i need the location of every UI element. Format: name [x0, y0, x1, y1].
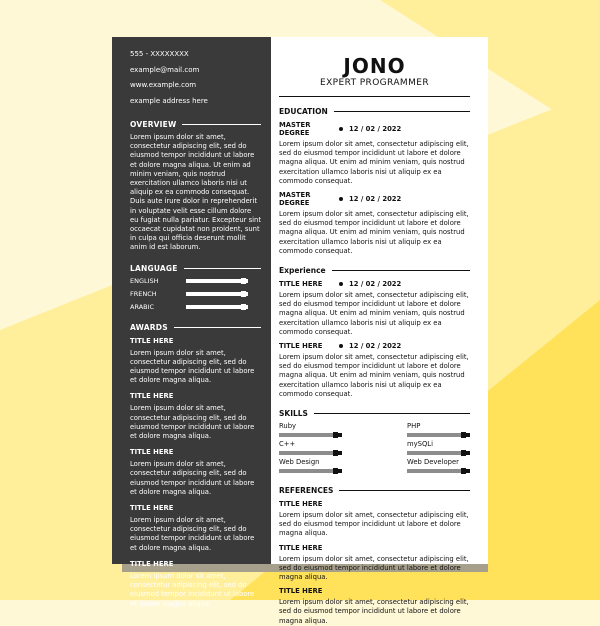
- reference-title: TITLE HERE: [279, 500, 323, 509]
- header-divider: [279, 96, 470, 97]
- divider: [332, 270, 470, 271]
- skills-right-column: [407, 422, 470, 476]
- skill-level-marker: [333, 468, 338, 474]
- skill-level-fill: [279, 433, 337, 437]
- skill-level-marker: [461, 432, 466, 438]
- education-entry-text: Lorem ipsum dolor sit amet, consectetur adipiscing elit, sed do eiusmod tempor incididunt ut labore et dolore magna aliqua. Ut enim ad minim veniam, quis nostrud exercitation ullamco laboris nisi ut aliquip ex ea commodo consequat.: [279, 140, 469, 185]
- contact-phone: 555 - XXXXXXXX: [130, 50, 189, 58]
- award-title: TITLE HERE: [130, 448, 174, 457]
- bullet-dot: [339, 282, 343, 286]
- award-text: Lorem ipsum dolor sit amet, consectetur adipiscing elit, sed do eiusmod tempor incididunt ut labore et dolore magna aliqua.: [130, 571, 255, 608]
- language-level-bar: [186, 279, 248, 283]
- contact-email: example@mail.com: [130, 65, 200, 74]
- language-section: [130, 264, 261, 312]
- skill-level-marker: [461, 450, 466, 456]
- skill-item: [279, 440, 342, 455]
- skill-label: Web Developer: [407, 458, 459, 467]
- divider: [184, 268, 261, 269]
- experience-entry-date: 12 / 02 / 2022: [349, 342, 402, 351]
- award-title: TITLE HERE: [130, 559, 174, 568]
- reference-text: Lorem ipsum dolor sit amet, consectetur adipiscing elit, sed do eiusmod tempor incididunt ut labore et dolore magna aliqua.: [279, 511, 469, 538]
- reference-title: TITLE HERE: [279, 587, 323, 596]
- skill-level-bar: [407, 469, 470, 473]
- education-list: [279, 121, 470, 256]
- person-name: JONO: [343, 54, 406, 78]
- language-level-marker: [241, 278, 246, 284]
- skills-section: [279, 409, 470, 476]
- skill-item: [407, 458, 470, 473]
- language-label: ARABIC: [130, 303, 155, 312]
- contact-website: www.example.com: [130, 81, 197, 89]
- person-role: EXPERT PROGRAMMER: [320, 78, 429, 88]
- reference-text: Lorem ipsum dolor sit amet, consectetur adipiscing elit, sed do eiusmod tempor incididunt ut labore et dolore magna aliqua.: [279, 554, 469, 582]
- sidebar: [112, 37, 271, 608]
- skill-level-fill: [407, 469, 465, 473]
- skill-label: C++: [279, 440, 296, 449]
- skill-label: Web Design: [279, 458, 320, 467]
- reference-title: TITLE HERE: [279, 543, 323, 552]
- skill-label: PHP: [407, 422, 421, 431]
- divider: [182, 124, 261, 125]
- skill-level-marker: [333, 450, 338, 456]
- main-column: [271, 37, 488, 625]
- overview-section: [130, 120, 261, 253]
- experience-entry-title: TITLE HERE: [279, 280, 323, 289]
- education-entry-text: Lorem ipsum dolor sit amet, consectetur adipiscing elit, sed do eiusmod tempor incididunt ut labore et dolore magna aliqua. Ut enim ad minim veniam, quis nostrud exercitation ullamco laboris nisi ut aliquip ex ea commodo consequat.: [279, 210, 469, 255]
- skill-level-marker: [461, 468, 466, 474]
- education-entry-title: MASTER DEGREE: [279, 121, 311, 137]
- bullet-dot: [339, 344, 343, 348]
- education-entry-date: 12 / 02 / 2022: [349, 125, 402, 133]
- education-heading: EDUCATION: [279, 107, 328, 116]
- awards-section: [130, 323, 261, 609]
- bullet-dot: [339, 127, 343, 131]
- resume-page: [112, 37, 488, 625]
- references-heading: REFERENCES: [279, 486, 334, 496]
- references-section: [279, 486, 470, 626]
- experience-entry-text: Lorem ipsum dolor sit amet, consectetur adipiscing elit, sed do eiusmod tempor incididunt ut labore et dolore magna aliqua. Ut enim ad minim veniam, quis nostrud exercitation ullamco laboris nisi ut aliquip ex ea commodo consequat.: [279, 353, 469, 398]
- language-level-bar: [186, 305, 248, 309]
- reference-text: Lorem ipsum dolor sit amet, consectetur adipiscing elit, sed do eiusmod tempor incididunt ut labore et dolore magna aliqua.: [279, 598, 469, 625]
- skill-item: [407, 422, 470, 437]
- experience-entry-header: [279, 342, 470, 350]
- education-entry-header: [279, 191, 470, 207]
- language-label: ENGLISH: [130, 277, 159, 286]
- references-list: [279, 500, 470, 626]
- divider: [174, 327, 261, 328]
- skill-label: Ruby: [279, 422, 297, 431]
- skill-level-fill: [279, 469, 337, 473]
- skill-level-bar: [407, 451, 470, 455]
- language-level-fill: [186, 305, 243, 309]
- skill-level-fill: [407, 451, 465, 455]
- experience-entry-title: TITLE HERE: [279, 342, 323, 351]
- education-entry-header: [279, 121, 470, 137]
- skills-left-column: [279, 422, 342, 476]
- experience-entry-date: 12 / 02 / 2022: [349, 280, 402, 289]
- skill-item: [407, 440, 470, 455]
- language-level-marker: [241, 291, 246, 297]
- awards-list: [130, 337, 261, 609]
- education-entry-title: MASTER DEGREE: [279, 191, 311, 208]
- contact-address: example address here: [130, 96, 208, 105]
- award-title: TITLE HERE: [130, 504, 174, 513]
- divider: [314, 413, 470, 414]
- skill-level-fill: [407, 433, 465, 437]
- award-text: Lorem ipsum dolor sit amet, consectetur adipiscing elit, sed do eiusmod tempor incididunt ut labore et dolore magna aliqua.: [130, 348, 255, 385]
- award-text: Lorem ipsum dolor sit amet, consectetur adipiscing elit, sed do eiusmod tempor incididunt ut labore et dolore magna aliqua.: [130, 460, 255, 496]
- skill-level-marker: [333, 432, 338, 438]
- overview-text: Lorem ipsum dolor sit amet, consectetur adipiscing elit, sed do eiusmod tempor incididunt ut labore et dolore magna aliqua. Ut enim ad minim veniam, quis nostrud exercitation ullamco laboris nisi ut aliquip ex ea commodo consequat. Duis aute irure dolor in reprehenderit in voluptate velit esse cillum dolore eu fugiat nulla pariatur. Excepteur sint occaecat cupidatat non proident, sunt in culpa qui officia deserunt mollit anim id est laborum.: [130, 133, 261, 252]
- award-title: TITLE HERE: [130, 392, 174, 401]
- award-text: Lorem ipsum dolor sit amet, consectetur adipiscing elit, sed do eiusmod tempor incididunt ut labore et dolore magna aliqua.: [130, 516, 255, 552]
- skill-level-bar: [279, 433, 342, 437]
- bullet-dot: [339, 197, 343, 201]
- education-section: [279, 107, 470, 256]
- language-level-bar: [186, 292, 248, 296]
- overview-heading: OVERVIEW: [130, 120, 177, 129]
- skill-level-bar: [407, 433, 470, 437]
- experience-entry-text: Lorem ipsum dolor sit amet, consectetur adipiscing elit, sed do eiusmod tempor incididunt ut labore et dolore magna aliqua. Ut enim ad minim veniam, quis nostrud exercitation ullamco laboris nisi ut aliquip ex ea commodo consequat.: [279, 291, 469, 336]
- awards-heading: AWARDS: [130, 322, 168, 332]
- language-row: [130, 277, 261, 286]
- skill-item: [279, 458, 342, 473]
- skills-heading: SKILLS: [279, 409, 308, 419]
- skill-label: mySQLi: [407, 440, 433, 449]
- language-level-fill: [186, 292, 243, 296]
- divider: [339, 490, 470, 491]
- skill-item: [279, 422, 342, 437]
- skill-level-bar: [279, 451, 342, 455]
- language-row: [130, 303, 261, 312]
- language-list: [130, 277, 261, 312]
- experience-heading: Experience: [279, 266, 326, 276]
- language-heading: LANGUAGE: [130, 263, 178, 273]
- language-row: [130, 290, 261, 299]
- award-title: TITLE HERE: [130, 336, 174, 345]
- language-label: FRENCH: [130, 290, 157, 299]
- skill-level-fill: [279, 451, 337, 455]
- skill-level-bar: [279, 469, 342, 473]
- experience-section: [279, 266, 470, 399]
- divider: [334, 111, 470, 112]
- education-entry-date: 12 / 02 / 2022: [349, 195, 402, 204]
- contact-block: [130, 47, 261, 109]
- language-level-marker: [241, 304, 246, 310]
- award-text: Lorem ipsum dolor sit amet, consectetur adipiscing elit, sed do eiusmod tempor incididunt ut labore et dolore magna aliqua.: [130, 404, 255, 441]
- experience-list: [279, 280, 470, 399]
- language-level-fill: [186, 279, 243, 283]
- experience-entry-header: [279, 280, 470, 288]
